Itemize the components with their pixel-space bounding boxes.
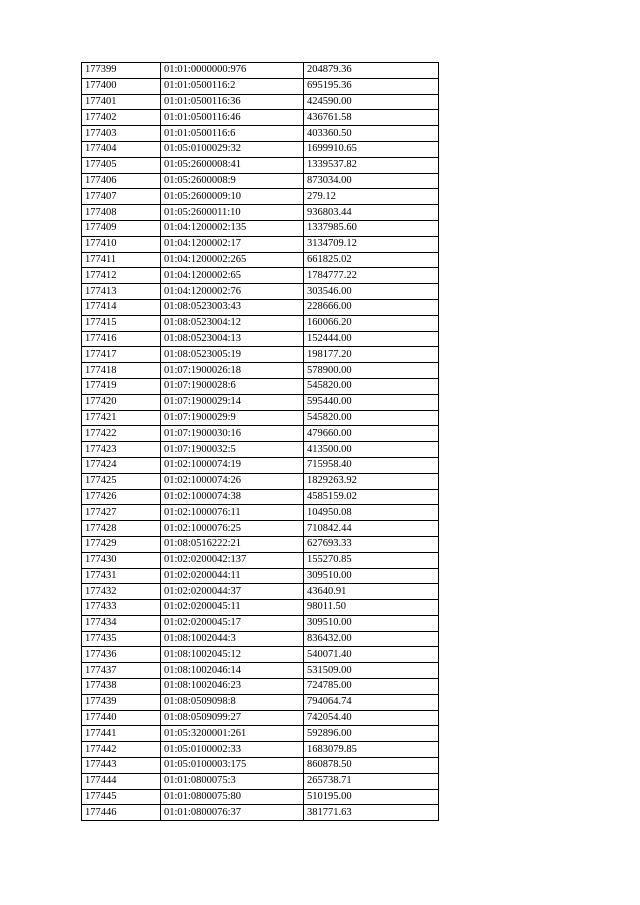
table-row [82, 442, 439, 458]
value-cell: 724785.00 [304, 679, 439, 695]
row-number-cell: 177432 [82, 584, 161, 600]
cadastral-number-cell: 01:08:0523004:12 [161, 315, 304, 331]
value-cell: 695195.36 [304, 78, 439, 94]
table-row [82, 584, 439, 600]
table-row [82, 536, 439, 552]
row-number-cell: 177430 [82, 552, 161, 568]
table-row [82, 663, 439, 679]
value-cell: 592896.00 [304, 726, 439, 742]
cadastral-number-cell: 01:01:0500116:6 [161, 126, 304, 142]
table-row [82, 347, 439, 363]
cadastral-number-cell: 01:05:2600008:41 [161, 157, 304, 173]
value-cell: 1337985.60 [304, 220, 439, 236]
value-cell: 43640.91 [304, 584, 439, 600]
table-row [82, 63, 439, 79]
row-number-cell: 177435 [82, 631, 161, 647]
table-body [82, 63, 439, 821]
row-number-cell: 177436 [82, 647, 161, 663]
row-number-cell: 177427 [82, 505, 161, 521]
row-number-cell: 177441 [82, 726, 161, 742]
value-cell: 1784777.22 [304, 268, 439, 284]
table-row [82, 521, 439, 537]
table-row [82, 110, 439, 126]
value-cell: 531509.00 [304, 663, 439, 679]
value-cell: 578900.00 [304, 363, 439, 379]
table-row [82, 694, 439, 710]
table-row [82, 315, 439, 331]
value-cell: 479660.00 [304, 426, 439, 442]
row-number-cell: 177439 [82, 694, 161, 710]
cadastral-number-cell: 01:04:1200002:76 [161, 284, 304, 300]
value-cell: 198177.20 [304, 347, 439, 363]
value-cell: 742054.40 [304, 710, 439, 726]
value-cell: 309510.00 [304, 568, 439, 584]
value-cell: 595440.00 [304, 394, 439, 410]
table-row [82, 394, 439, 410]
row-number-cell: 177431 [82, 568, 161, 584]
row-number-cell: 177425 [82, 473, 161, 489]
cadastral-number-cell: 01:04:1200002:65 [161, 268, 304, 284]
value-cell: 1699910.65 [304, 141, 439, 157]
row-number-cell: 177411 [82, 252, 161, 268]
table-row [82, 615, 439, 631]
table-row [82, 141, 439, 157]
cadastral-number-cell: 01:02:1000074:19 [161, 457, 304, 473]
cadastral-number-cell: 01:08:0523004:13 [161, 331, 304, 347]
table-row [82, 363, 439, 379]
cadastral-number-cell: 01:01:0500116:36 [161, 94, 304, 110]
row-number-cell: 177443 [82, 758, 161, 774]
table-row [82, 505, 439, 521]
row-number-cell: 177424 [82, 457, 161, 473]
table-row [82, 679, 439, 695]
table-row [82, 600, 439, 616]
row-number-cell: 177415 [82, 315, 161, 331]
table-row [82, 78, 439, 94]
row-number-cell: 177408 [82, 205, 161, 221]
cadastral-number-cell: 01:08:0509099:27 [161, 710, 304, 726]
table-row [82, 299, 439, 315]
table-row [82, 552, 439, 568]
cadastral-number-cell: 01:08:0523005:19 [161, 347, 304, 363]
table-row [82, 426, 439, 442]
row-number-cell: 177434 [82, 615, 161, 631]
cadastral-number-cell: 01:08:1002045:12 [161, 647, 304, 663]
table-row [82, 726, 439, 742]
table-row [82, 378, 439, 394]
cadastral-number-cell: 01:07:1900032:5 [161, 442, 304, 458]
cadastral-number-cell: 01:07:1900029:14 [161, 394, 304, 410]
table-row [82, 331, 439, 347]
value-cell: 152444.00 [304, 331, 439, 347]
cadastral-number-cell: 01:04:1200002:265 [161, 252, 304, 268]
cadastral-number-cell: 01:02:1000076:25 [161, 521, 304, 537]
table-row [82, 268, 439, 284]
cadastral-number-cell: 01:07:1900028:6 [161, 378, 304, 394]
cadastral-number-cell: 01:05:0100003:175 [161, 758, 304, 774]
cadastral-number-cell: 01:08:0523003:43 [161, 299, 304, 315]
cadastral-number-cell: 01:02:1000074:38 [161, 489, 304, 505]
cadastral-number-cell: 01:02:1000074:26 [161, 473, 304, 489]
value-cell: 627693.33 [304, 536, 439, 552]
table-row [82, 410, 439, 426]
row-number-cell: 177423 [82, 442, 161, 458]
value-cell: 540071.40 [304, 647, 439, 663]
value-cell: 873034.00 [304, 173, 439, 189]
table-row [82, 205, 439, 221]
table-row [82, 189, 439, 205]
cadastral-number-cell: 01:04:1200002:135 [161, 220, 304, 236]
value-cell: 710842.44 [304, 521, 439, 537]
cadastral-number-cell: 01:01:0800075:80 [161, 789, 304, 805]
cadastral-number-cell: 01:02:0200044:11 [161, 568, 304, 584]
row-number-cell: 177426 [82, 489, 161, 505]
cadastral-number-cell: 01:02:0200045:17 [161, 615, 304, 631]
row-number-cell: 177440 [82, 710, 161, 726]
value-cell: 204879.36 [304, 63, 439, 79]
value-cell: 279.12 [304, 189, 439, 205]
value-cell: 1339537.82 [304, 157, 439, 173]
cadastral-number-cell: 01:02:0200042:137 [161, 552, 304, 568]
cadastral-number-cell: 01:08:0516222:21 [161, 536, 304, 552]
row-number-cell: 177437 [82, 663, 161, 679]
row-number-cell: 177413 [82, 284, 161, 300]
row-number-cell: 177428 [82, 521, 161, 537]
row-number-cell: 177433 [82, 600, 161, 616]
value-cell: 860878.50 [304, 758, 439, 774]
cadastral-number-cell: 01:05:2600011:10 [161, 205, 304, 221]
row-number-cell: 177438 [82, 679, 161, 695]
value-cell: 265738.71 [304, 773, 439, 789]
table-row [82, 236, 439, 252]
cadastral-number-cell: 01:07:1900026:18 [161, 363, 304, 379]
value-cell: 545820.00 [304, 410, 439, 426]
table-row [82, 94, 439, 110]
value-cell: 794064.74 [304, 694, 439, 710]
row-number-cell: 177400 [82, 78, 161, 94]
value-cell: 836432.00 [304, 631, 439, 647]
row-number-cell: 177406 [82, 173, 161, 189]
row-number-cell: 177416 [82, 331, 161, 347]
cadastral-number-cell: 01:08:0509098:8 [161, 694, 304, 710]
table-row [82, 284, 439, 300]
value-cell: 303546.00 [304, 284, 439, 300]
cadastral-number-cell: 01:05:2600009:10 [161, 189, 304, 205]
cadastral-number-cell: 01:05:2600008:9 [161, 173, 304, 189]
table-row [82, 473, 439, 489]
table-row [82, 568, 439, 584]
value-cell: 160066.20 [304, 315, 439, 331]
value-cell: 4585159.02 [304, 489, 439, 505]
row-number-cell: 177405 [82, 157, 161, 173]
cadastral-number-cell: 01:07:1900029:9 [161, 410, 304, 426]
table-row [82, 773, 439, 789]
value-cell: 309510.00 [304, 615, 439, 631]
cadastral-number-cell: 01:02:1000076:11 [161, 505, 304, 521]
row-number-cell: 177414 [82, 299, 161, 315]
cadastral-number-cell: 01:01:0500116:2 [161, 78, 304, 94]
row-number-cell: 177445 [82, 789, 161, 805]
table-row [82, 758, 439, 774]
value-cell: 661825.02 [304, 252, 439, 268]
row-number-cell: 177419 [82, 378, 161, 394]
row-number-cell: 177409 [82, 220, 161, 236]
value-cell: 413500.00 [304, 442, 439, 458]
row-number-cell: 177407 [82, 189, 161, 205]
cadastral-number-cell: 01:05:0100002:33 [161, 742, 304, 758]
table-row [82, 631, 439, 647]
cadastral-number-cell: 01:05:3200001:261 [161, 726, 304, 742]
value-cell: 436761.58 [304, 110, 439, 126]
table-row [82, 647, 439, 663]
row-number-cell: 177402 [82, 110, 161, 126]
cadastral-value-table [81, 62, 439, 821]
table-row [82, 126, 439, 142]
row-number-cell: 177422 [82, 426, 161, 442]
value-cell: 155270.85 [304, 552, 439, 568]
table-row [82, 805, 439, 821]
value-cell: 545820.00 [304, 378, 439, 394]
table-row [82, 457, 439, 473]
row-number-cell: 177403 [82, 126, 161, 142]
table-row [82, 742, 439, 758]
cadastral-number-cell: 01:01:0000000:976 [161, 63, 304, 79]
cadastral-number-cell: 01:04:1200002:17 [161, 236, 304, 252]
value-cell: 381771.63 [304, 805, 439, 821]
row-number-cell: 177420 [82, 394, 161, 410]
table-row [82, 252, 439, 268]
table-row [82, 489, 439, 505]
row-number-cell: 177410 [82, 236, 161, 252]
table-row [82, 220, 439, 236]
table-row [82, 173, 439, 189]
value-cell: 403360.50 [304, 126, 439, 142]
cadastral-number-cell: 01:05:0100029:32 [161, 141, 304, 157]
cadastral-number-cell: 01:07:1900030:16 [161, 426, 304, 442]
cadastral-number-cell: 01:01:0800075:3 [161, 773, 304, 789]
row-number-cell: 177442 [82, 742, 161, 758]
cadastral-number-cell: 01:08:1002044:3 [161, 631, 304, 647]
value-cell: 424590.00 [304, 94, 439, 110]
table-row [82, 157, 439, 173]
row-number-cell: 177401 [82, 94, 161, 110]
cadastral-number-cell: 01:08:1002046:23 [161, 679, 304, 695]
value-cell: 228666.00 [304, 299, 439, 315]
row-number-cell: 177418 [82, 363, 161, 379]
cadastral-number-cell: 01:02:0200045:11 [161, 600, 304, 616]
value-cell: 715958.40 [304, 457, 439, 473]
row-number-cell: 177412 [82, 268, 161, 284]
cadastral-number-cell: 01:08:1002046:14 [161, 663, 304, 679]
value-cell: 936803.44 [304, 205, 439, 221]
cadastral-number-cell: 01:02:0200044:37 [161, 584, 304, 600]
cadastral-number-cell: 01:01:0500116:46 [161, 110, 304, 126]
value-cell: 1683079.85 [304, 742, 439, 758]
row-number-cell: 177429 [82, 536, 161, 552]
table-row [82, 789, 439, 805]
table-row [82, 710, 439, 726]
row-number-cell: 177404 [82, 141, 161, 157]
value-cell: 98011.50 [304, 600, 439, 616]
row-number-cell: 177446 [82, 805, 161, 821]
row-number-cell: 177399 [82, 63, 161, 79]
row-number-cell: 177421 [82, 410, 161, 426]
value-cell: 510195.00 [304, 789, 439, 805]
cadastral-number-cell: 01:01:0800076:37 [161, 805, 304, 821]
value-cell: 1829263.92 [304, 473, 439, 489]
value-cell: 104950.08 [304, 505, 439, 521]
row-number-cell: 177444 [82, 773, 161, 789]
row-number-cell: 177417 [82, 347, 161, 363]
value-cell: 3134709.12 [304, 236, 439, 252]
